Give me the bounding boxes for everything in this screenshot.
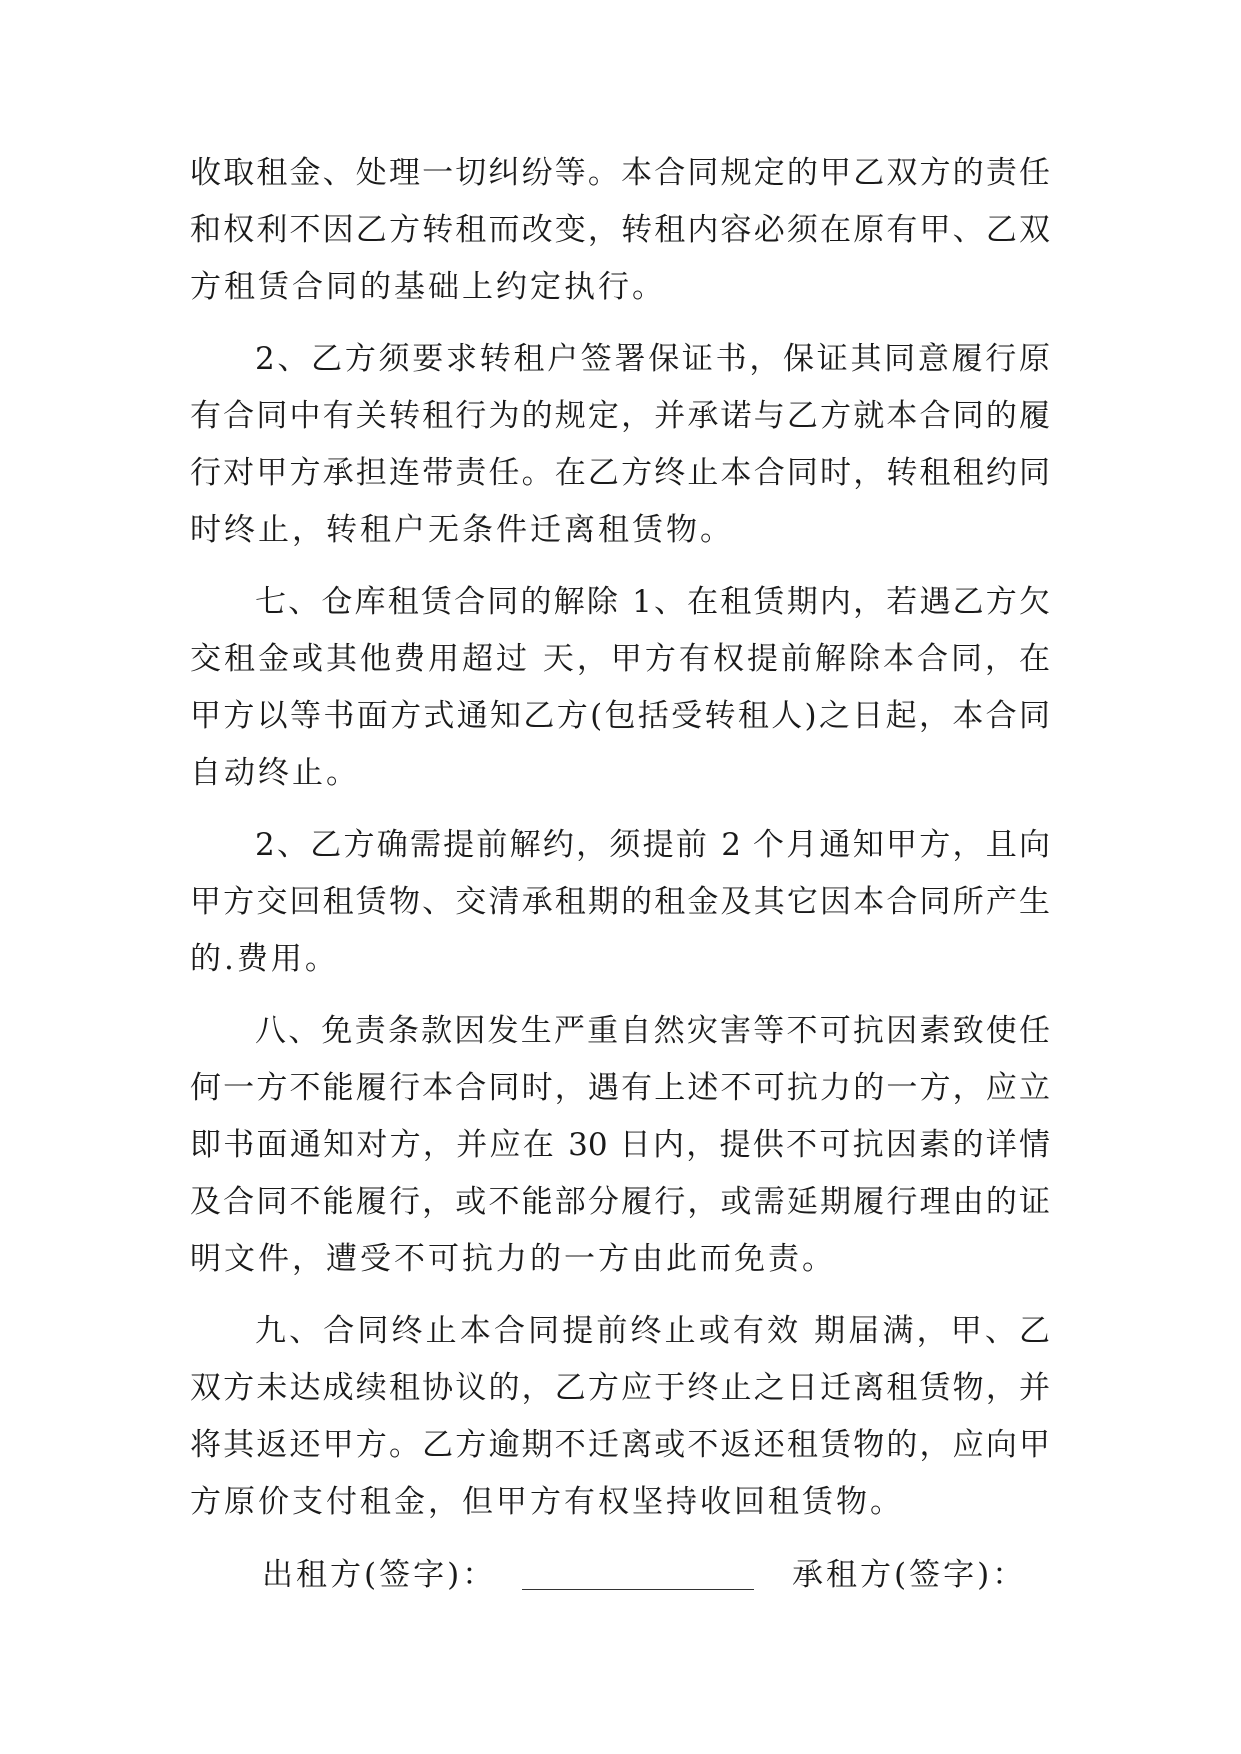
text-line: 九、合同终止本合同提前终止或有效 期届满，甲、乙 (255, 1313, 1050, 1349)
text-line: 即书面通知对方，并应在 30 日内，提供不可抗因素的详情 (190, 1127, 1050, 1163)
text-line: 八、免责条款因发生严重自然灾害等不可抗因素致使任 (255, 1013, 1050, 1049)
text-line: 和权利不因乙方转租而改变，转租内容必须在原有甲、乙双 (190, 212, 1050, 248)
text-line: 交租金或其他费用超过 天，甲方有权提前解除本合同，在 (190, 641, 1050, 677)
text-line: 行对甲方承担连带责任。在乙方终止本合同时，转租租约同 (190, 455, 1050, 491)
text-line: 2、乙方确需提前解约，须提前 2 个月通知甲方，且向 (255, 827, 1050, 863)
text-line: 及合同不能履行，或不能部分履行，或需延期履行理由的证 (190, 1184, 1050, 1220)
lessor-signature-label: 出租方(签字)： (262, 1557, 497, 1593)
text-line: 七、仓库租赁合同的解除 1、在租赁期内，若遇乙方欠 (255, 584, 1050, 620)
text-line: 将其返还甲方。乙方逾期不迁离或不返还租赁物的，应向甲 (190, 1427, 1050, 1463)
text-line: 双方未达成续租协议的，乙方应于终止之日迁离租赁物，并 (190, 1370, 1050, 1406)
text-line: 时终止，转租户无条件迁离租赁物。 (190, 512, 734, 548)
text-line: 2、乙方须要求转租户签署保证书，保证其同意履行原 (255, 341, 1050, 377)
text-line: 何一方不能履行本合同时，遇有上述不可抗力的一方，应立 (190, 1070, 1050, 1106)
lessee-signature-label: 承租方(签字)： (792, 1557, 1027, 1593)
lessor-signature-line[interactable] (522, 1589, 754, 1590)
text-line: 自动终止。 (190, 755, 360, 791)
signature-row (0, 1553, 1241, 1597)
text-line: 有合同中有关转租行为的规定，并承诺与乙方就本合同的履 (190, 398, 1050, 434)
text-line: 的.费用。 (190, 941, 339, 977)
text-line: 方租赁合同的基础上约定执行。 (190, 269, 666, 305)
text-line: 甲方交回租赁物、交清承租期的租金及其它因本合同所产生 (190, 884, 1050, 920)
text-line: 方原价支付租金，但甲方有权坚持收回租赁物。 (190, 1484, 904, 1520)
text-line: 甲方以等书面方式通知乙方(包括受转租人)之日起，本合同 (190, 698, 1050, 734)
text-line: 收取租金、处理一切纠纷等。本合同规定的甲乙双方的责任 (190, 155, 1050, 191)
text-line: 明文件，遭受不可抗力的一方由此而免责。 (190, 1241, 836, 1277)
